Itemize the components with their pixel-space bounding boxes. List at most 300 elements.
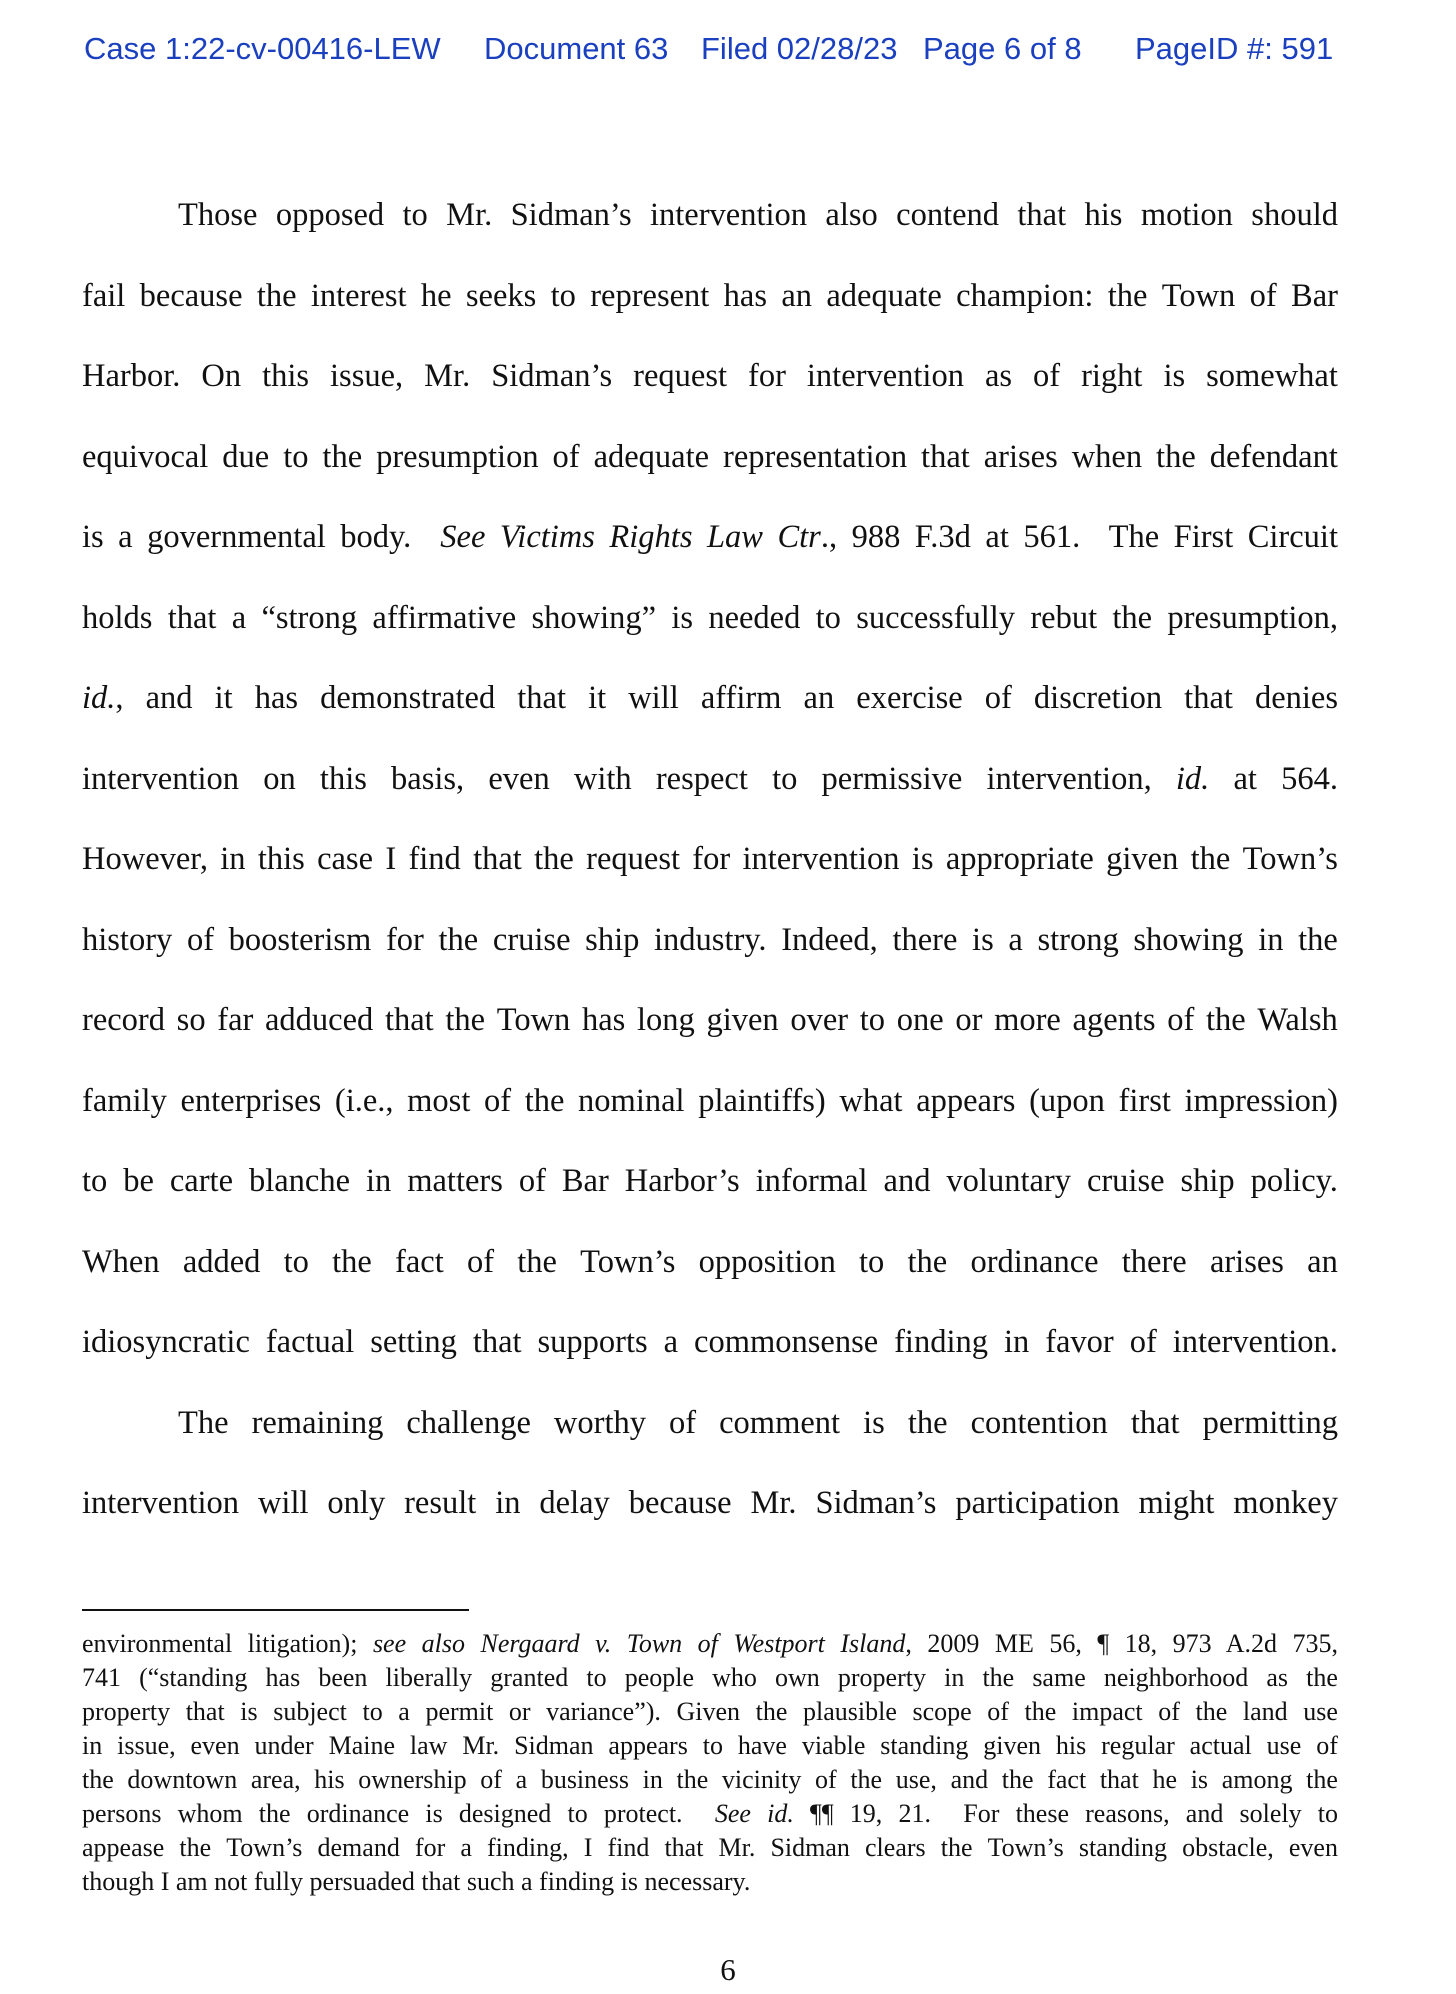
body-word: only bbox=[327, 1485, 386, 1521]
body-word: in bbox=[495, 1485, 521, 1521]
body-word: the bbox=[1190, 841, 1231, 877]
body-text bbox=[82, 190, 1338, 1559]
footnote-word: or bbox=[508, 1697, 531, 1726]
body-word: the bbox=[1107, 277, 1148, 314]
footnote-word: business bbox=[540, 1765, 629, 1794]
footnote-word: been bbox=[318, 1663, 368, 1692]
body-word: contend bbox=[896, 197, 1000, 233]
body-word: intervention. bbox=[1172, 1324, 1338, 1360]
body-word: remaining bbox=[251, 1404, 384, 1441]
body-word: presumption, bbox=[1167, 599, 1338, 636]
body-word: voluntary bbox=[946, 1163, 1071, 1199]
body-word: first bbox=[1118, 1082, 1171, 1119]
footnote-word: appears bbox=[608, 1731, 688, 1760]
body-word: of bbox=[1033, 358, 1061, 394]
body-word: Bar bbox=[1291, 277, 1338, 314]
page-number: 6 bbox=[720, 1952, 736, 1987]
body-line bbox=[82, 1398, 1338, 1479]
body-word: The bbox=[178, 1404, 229, 1441]
header-page-count: Page 6 of 8 bbox=[923, 31, 1082, 66]
footnote-word: his bbox=[1055, 1731, 1087, 1760]
body-word: the bbox=[907, 1243, 948, 1280]
body-word: the bbox=[322, 438, 363, 475]
footnote-word: Sidman bbox=[514, 1731, 594, 1760]
footnote-word: permit bbox=[425, 1697, 494, 1726]
body-word: I bbox=[385, 841, 397, 877]
body-word: Walsh bbox=[1257, 1002, 1338, 1038]
body-word: right bbox=[1081, 358, 1143, 394]
body-word: most bbox=[407, 1082, 471, 1119]
body-word: for bbox=[385, 921, 424, 958]
body-word: Town’s bbox=[1242, 841, 1338, 877]
body-line bbox=[82, 1478, 1338, 1559]
body-word: long bbox=[636, 1002, 695, 1038]
body-word: Bar bbox=[561, 1163, 609, 1199]
body-text: is a governmental body. bbox=[82, 519, 441, 555]
body-word: holds bbox=[82, 599, 153, 636]
body-word: in bbox=[365, 1163, 392, 1199]
footnote-word: that bbox=[664, 1833, 704, 1862]
footnote-word: downtown bbox=[127, 1765, 238, 1794]
footnote-line bbox=[82, 1729, 1338, 1763]
footnote-word: is bbox=[240, 1697, 258, 1726]
body-line bbox=[82, 1317, 1338, 1398]
body-word: seeks bbox=[465, 277, 537, 314]
body-word: adduced bbox=[265, 1002, 374, 1038]
body-word: over bbox=[790, 1002, 849, 1038]
body-word: the bbox=[517, 1243, 557, 1280]
footnote-word: clears bbox=[865, 1833, 926, 1862]
body-word: representation bbox=[723, 438, 908, 475]
footnote-word: a bbox=[515, 1765, 528, 1794]
body-word: a bbox=[663, 1324, 679, 1360]
body-word: cruise bbox=[1086, 1163, 1165, 1199]
body-word: ordinance bbox=[970, 1243, 1099, 1280]
body-word: that bbox=[472, 1324, 522, 1360]
body-word: to bbox=[859, 1243, 885, 1280]
footnote-word: in bbox=[944, 1663, 965, 1692]
body-word: Sidman’s bbox=[510, 197, 632, 233]
body-word: policy. bbox=[1250, 1163, 1338, 1199]
body-word: presumption bbox=[376, 438, 539, 475]
body-word: is bbox=[911, 841, 934, 877]
body-word: boosterism bbox=[228, 921, 372, 958]
footnote-divider bbox=[82, 1609, 469, 1611]
body-word: find bbox=[408, 841, 461, 877]
body-text: at 564. bbox=[1209, 760, 1338, 797]
body-word: far bbox=[217, 1002, 254, 1038]
body-citation: id. bbox=[82, 680, 116, 716]
footnote-word: vicinity bbox=[721, 1765, 802, 1794]
body-word: fact bbox=[395, 1243, 444, 1280]
body-word: participation bbox=[955, 1485, 1120, 1521]
footnote-word: of bbox=[987, 1697, 1009, 1726]
body-word: this bbox=[262, 358, 310, 394]
body-word: opposition bbox=[698, 1243, 836, 1280]
body-word: record bbox=[82, 1002, 165, 1038]
body-word: strong bbox=[1037, 921, 1119, 958]
footnote-word: a bbox=[460, 1833, 472, 1862]
body-word: affirmative bbox=[372, 599, 517, 636]
footnote-text: , 2009 ME 56, ¶ 18, 973 A.2d 735, bbox=[905, 1629, 1339, 1658]
body-word: equivocal bbox=[82, 438, 209, 475]
body-word: that bbox=[1017, 197, 1067, 233]
document-header bbox=[84, 29, 1344, 69]
footnote-word: the bbox=[179, 1833, 212, 1862]
body-word: monkey bbox=[1233, 1485, 1338, 1521]
footnote-word: the bbox=[755, 1697, 788, 1726]
body-word: defendant bbox=[1209, 438, 1338, 475]
header-filed-date: Filed 02/28/23 bbox=[701, 31, 898, 66]
footnote-word: a bbox=[398, 1697, 410, 1726]
footnote-word: Given bbox=[676, 1697, 741, 1726]
footnote-word: the bbox=[676, 1765, 709, 1794]
body-word: cruise bbox=[492, 921, 571, 958]
footnote-line bbox=[82, 1695, 1338, 1729]
body-line bbox=[82, 432, 1338, 513]
footnote-word: ownership bbox=[358, 1765, 467, 1794]
body-word: his bbox=[1084, 197, 1123, 233]
body-word: of bbox=[186, 921, 215, 958]
footnote-word: in bbox=[642, 1765, 663, 1794]
body-word: enterprises bbox=[180, 1082, 322, 1119]
body-word: industry. bbox=[654, 921, 767, 958]
body-word: appropriate bbox=[945, 841, 1094, 877]
footnote-word: regular bbox=[1101, 1731, 1175, 1760]
body-line bbox=[82, 512, 1338, 593]
body-word: the bbox=[445, 1002, 486, 1038]
footnote-word: demand bbox=[317, 1833, 400, 1862]
body-word: and bbox=[883, 1163, 931, 1199]
body-word: idiosyncratic bbox=[82, 1324, 250, 1360]
body-word: to bbox=[283, 438, 309, 475]
body-word: successfully bbox=[856, 599, 1016, 636]
body-word: motion bbox=[1140, 197, 1233, 233]
footnote-word: the bbox=[82, 1765, 114, 1794]
footnote-word: 741 bbox=[82, 1663, 121, 1692]
footnote-word: for bbox=[414, 1833, 446, 1862]
footnote-word: the bbox=[1306, 1765, 1338, 1794]
body-word: somewhat bbox=[1206, 358, 1338, 394]
body-word: ship bbox=[585, 921, 640, 958]
footnote-word: that bbox=[185, 1697, 225, 1726]
body-word: as bbox=[984, 358, 1013, 394]
footnote-line bbox=[82, 1865, 1338, 1899]
footnote-word: obstacle, bbox=[1182, 1833, 1274, 1862]
body-word: result bbox=[404, 1485, 477, 1521]
body-word: nominal bbox=[578, 1082, 685, 1119]
footnote-word: the bbox=[1001, 1765, 1034, 1794]
body-word: of bbox=[552, 438, 580, 475]
footnote-word: Town’s bbox=[987, 1833, 1064, 1862]
footnote-word: of bbox=[1316, 1731, 1338, 1760]
body-word: in bbox=[220, 841, 246, 877]
footnote-word: land bbox=[1242, 1697, 1288, 1726]
footnote-word: neighborhood bbox=[1103, 1663, 1249, 1692]
body-word: Town bbox=[496, 1002, 571, 1038]
body-word: showing bbox=[1133, 921, 1244, 958]
body-word: the bbox=[256, 277, 297, 314]
body-word: to bbox=[859, 1002, 886, 1038]
footnote-citation: See id. bbox=[714, 1799, 794, 1828]
body-word: rebut bbox=[1030, 599, 1098, 636]
body-word: due bbox=[222, 438, 270, 475]
body-word: of bbox=[1129, 1324, 1157, 1360]
body-word: might bbox=[1138, 1485, 1215, 1521]
footnote-text: environmental litigation); bbox=[82, 1629, 373, 1658]
body-line bbox=[82, 271, 1338, 352]
body-word: also bbox=[825, 197, 878, 233]
body-word: of bbox=[466, 1243, 495, 1280]
footnote-word: issue, bbox=[117, 1731, 176, 1760]
footnote-word: Mr. bbox=[462, 1731, 500, 1760]
body-word: commonsense bbox=[694, 1324, 879, 1360]
footnote-line bbox=[82, 1797, 1338, 1831]
body-word: that bbox=[167, 599, 217, 636]
body-word: (i.e., bbox=[334, 1082, 394, 1119]
footnote-word: to bbox=[702, 1731, 723, 1760]
body-word: carte bbox=[169, 1163, 234, 1199]
body-word: because bbox=[628, 1485, 732, 1521]
body-word: impression) bbox=[1184, 1082, 1338, 1119]
body-citation: id. bbox=[1175, 760, 1210, 797]
body-word: that bbox=[1130, 1404, 1180, 1441]
body-word: what bbox=[839, 1082, 903, 1119]
footnote-word: I bbox=[583, 1833, 593, 1862]
body-word: the bbox=[1112, 599, 1153, 636]
body-word: favor bbox=[1045, 1324, 1114, 1360]
body-word: informal bbox=[755, 1163, 868, 1199]
footnote-word: has bbox=[265, 1663, 301, 1692]
footnote-word: the bbox=[850, 1765, 883, 1794]
body-word: Harbor’s bbox=[624, 1163, 740, 1199]
footnote-word: scope bbox=[912, 1697, 972, 1726]
body-word: this bbox=[257, 841, 305, 877]
footnote-word: liberally bbox=[385, 1663, 473, 1692]
body-word: arises bbox=[983, 438, 1058, 475]
footnote-word: to bbox=[362, 1697, 383, 1726]
footnote-word: of bbox=[815, 1765, 837, 1794]
footnote-word: viable bbox=[801, 1731, 866, 1760]
body-word: has bbox=[723, 277, 767, 314]
body-word: champion: bbox=[956, 277, 1094, 314]
body-word: he bbox=[420, 277, 452, 314]
body-word: request bbox=[633, 358, 728, 394]
footnote-word: to bbox=[586, 1663, 607, 1692]
body-word: Sidman’s bbox=[815, 1485, 937, 1521]
body-word: ship bbox=[1180, 1163, 1235, 1199]
body-word: challenge bbox=[406, 1404, 531, 1441]
body-word: intervention bbox=[742, 841, 900, 877]
body-word: in bbox=[1003, 1324, 1030, 1360]
body-word: of bbox=[518, 1163, 546, 1199]
body-word: comment bbox=[719, 1404, 841, 1441]
body-word: more bbox=[994, 1002, 1061, 1038]
body-line bbox=[82, 351, 1338, 432]
body-word: is bbox=[1163, 358, 1186, 394]
body-word: an bbox=[1307, 1243, 1338, 1280]
footnote-word: appease bbox=[82, 1833, 165, 1862]
body-word: should bbox=[1251, 197, 1338, 233]
body-word: showing” bbox=[531, 599, 657, 636]
body-word: factual bbox=[265, 1324, 355, 1360]
body-word: matters bbox=[407, 1163, 503, 1199]
body-word: permitting bbox=[1202, 1404, 1338, 1441]
body-word: When bbox=[82, 1243, 160, 1280]
body-word: plaintiffs) bbox=[698, 1082, 826, 1119]
body-word: the bbox=[438, 921, 479, 958]
body-word: has bbox=[581, 1002, 626, 1038]
body-word: the bbox=[332, 1243, 372, 1280]
body-word: is bbox=[671, 599, 694, 636]
body-line bbox=[82, 1237, 1338, 1318]
footnote-word: even bbox=[1288, 1833, 1338, 1862]
body-word: On bbox=[201, 358, 242, 394]
footnote-word: he bbox=[1152, 1765, 1178, 1794]
body-word: that bbox=[473, 841, 522, 877]
body-word: given bbox=[706, 1002, 779, 1038]
body-text: intervention on this basis, even with respect to permissive intervention, bbox=[82, 760, 1176, 797]
body-word: to bbox=[82, 1163, 108, 1199]
body-word: the bbox=[534, 841, 574, 877]
footnote-word: law bbox=[409, 1731, 448, 1760]
footnote-word: (“standing bbox=[139, 1663, 248, 1692]
body-word: request bbox=[586, 841, 680, 877]
footnote-word: Sidman bbox=[770, 1833, 850, 1862]
footnote-word: who bbox=[712, 1663, 757, 1692]
body-word: opposed bbox=[275, 197, 385, 233]
body-word: worthy bbox=[553, 1404, 646, 1441]
header-page-id: PageID #: 591 bbox=[1135, 31, 1334, 66]
body-word: a bbox=[1008, 921, 1023, 958]
footnote-word: people bbox=[624, 1663, 694, 1692]
body-word: interest bbox=[310, 277, 407, 314]
body-word: that bbox=[921, 438, 970, 475]
body-word: the bbox=[1156, 438, 1196, 475]
body-word: the bbox=[1205, 1002, 1246, 1038]
body-word: for bbox=[748, 358, 786, 394]
footnote bbox=[82, 1627, 1338, 1899]
body-word: needed bbox=[708, 599, 801, 636]
body-word: the bbox=[1298, 921, 1338, 958]
footnote-text: though I am not fully persuaded that such a finding is necessary. bbox=[82, 1867, 751, 1896]
body-line bbox=[82, 593, 1338, 674]
body-word: Harbor. bbox=[82, 358, 181, 394]
body-word: Town’s bbox=[580, 1243, 676, 1280]
footnote-word: fact bbox=[1047, 1765, 1087, 1794]
body-word: of bbox=[669, 1404, 697, 1441]
footnote-word: Town’s bbox=[226, 1833, 303, 1862]
footnote-word: as bbox=[1266, 1663, 1289, 1692]
footnote-word: property bbox=[82, 1697, 171, 1726]
body-word: delay bbox=[539, 1485, 610, 1521]
body-word: (upon bbox=[1029, 1082, 1105, 1119]
body-word: so bbox=[176, 1002, 206, 1038]
footnote-word: in bbox=[82, 1731, 103, 1760]
footnote-word: the bbox=[1195, 1697, 1228, 1726]
body-word: Indeed, bbox=[781, 921, 878, 958]
body-word: added bbox=[182, 1243, 261, 1280]
body-word: there bbox=[892, 921, 958, 958]
body-word: of bbox=[1167, 1002, 1195, 1038]
body-word: an bbox=[781, 277, 813, 314]
body-line bbox=[82, 915, 1338, 996]
footnote-word: the bbox=[940, 1833, 973, 1862]
footnote-word: use bbox=[1266, 1731, 1302, 1760]
body-word: is bbox=[972, 921, 994, 958]
footnote-word: even bbox=[190, 1731, 240, 1760]
body-word: Mr. bbox=[446, 197, 493, 233]
body-word: the bbox=[524, 1082, 565, 1119]
footnote-citation: see also Nergaard v. Town of Westport Island bbox=[372, 1629, 906, 1658]
footnote-word: standing bbox=[880, 1731, 969, 1760]
footnote-word: the bbox=[1306, 1663, 1338, 1692]
footnote-word: same bbox=[1032, 1663, 1086, 1692]
footnote-word: find bbox=[607, 1833, 650, 1862]
footnote-word: among bbox=[1221, 1765, 1293, 1794]
body-word: finding bbox=[894, 1324, 988, 1360]
body-word: that bbox=[384, 1002, 434, 1038]
body-word: blanche bbox=[248, 1163, 351, 1199]
body-text: ., 988 F.3d at 561. The First Circuit bbox=[820, 519, 1338, 555]
footnote-word: given bbox=[983, 1731, 1042, 1760]
body-word: one bbox=[896, 1002, 944, 1038]
body-word: given bbox=[1106, 841, 1179, 877]
body-word: Mr. bbox=[424, 358, 471, 394]
footnote-word: property bbox=[837, 1663, 926, 1692]
body-word: adequate bbox=[593, 438, 710, 475]
body-word: of bbox=[1249, 277, 1277, 314]
body-word: fail bbox=[82, 277, 126, 314]
footnote-line bbox=[82, 1627, 1338, 1661]
body-word: there bbox=[1121, 1243, 1187, 1280]
footnote-word: the bbox=[1024, 1697, 1057, 1726]
footnote-word: area, bbox=[250, 1765, 301, 1794]
footnote-word: actual bbox=[1189, 1731, 1252, 1760]
body-word: Mr. bbox=[750, 1485, 797, 1521]
footnote-word: granted bbox=[490, 1663, 569, 1692]
footnote-word: variance”). bbox=[546, 1697, 661, 1726]
body-word: family bbox=[82, 1082, 167, 1119]
body-word: intervention bbox=[649, 197, 808, 233]
body-word: arises bbox=[1209, 1243, 1284, 1280]
body-line bbox=[82, 1076, 1338, 1157]
footnote-word: of bbox=[480, 1765, 502, 1794]
body-word: issue, bbox=[330, 358, 404, 394]
body-text: , and it has demonstrated that it will affirm an exercise of discretion that denies bbox=[115, 680, 1338, 716]
body-word: setting bbox=[370, 1324, 457, 1360]
footnote-word: impact bbox=[1071, 1697, 1143, 1726]
body-word: case bbox=[317, 841, 374, 877]
body-word: for bbox=[692, 841, 731, 877]
body-word: is bbox=[863, 1404, 885, 1441]
footnote-line bbox=[82, 1661, 1338, 1695]
body-word: appears bbox=[916, 1082, 1016, 1119]
footnote-line bbox=[82, 1763, 1338, 1797]
footnote-word: own bbox=[775, 1663, 820, 1692]
body-word: intervention bbox=[806, 358, 964, 394]
footnote-word: under bbox=[254, 1731, 314, 1760]
body-word: adequate bbox=[826, 277, 942, 314]
body-word: the bbox=[907, 1404, 948, 1441]
footnote-word: is bbox=[1190, 1765, 1209, 1794]
body-word: supports bbox=[537, 1324, 648, 1360]
body-word: of bbox=[484, 1082, 512, 1119]
body-word: be bbox=[123, 1163, 154, 1199]
body-word: to bbox=[283, 1243, 309, 1280]
body-word: agents bbox=[1072, 1002, 1156, 1038]
footnote-text: persons whom the ordinance is designed to protect. bbox=[82, 1799, 715, 1828]
